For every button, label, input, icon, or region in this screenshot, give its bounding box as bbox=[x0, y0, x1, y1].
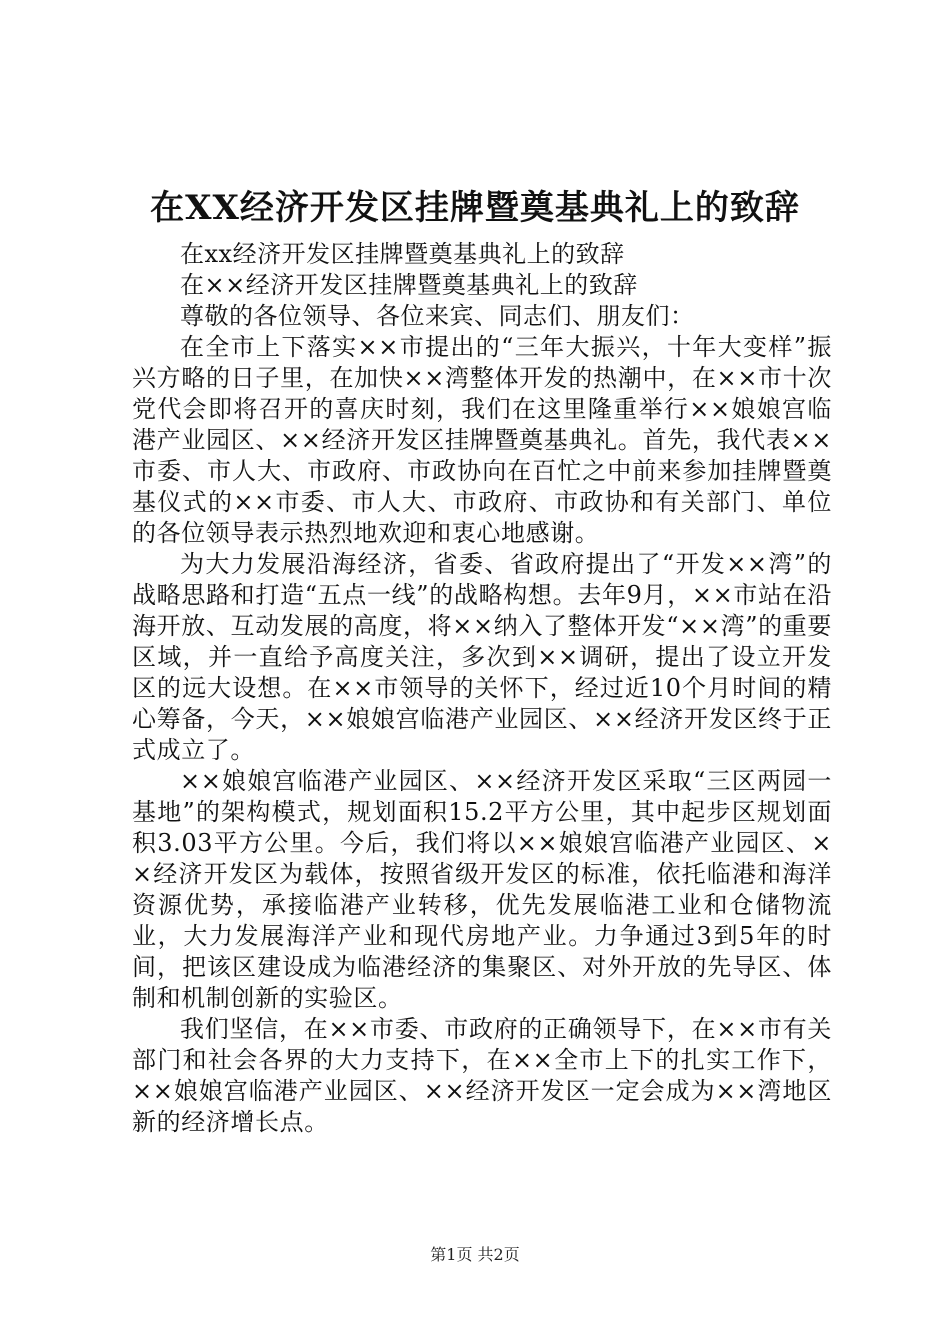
document-body bbox=[132, 239, 832, 1138]
body-paragraph: 为大力发展沿海经济，省委、省政府提出了“开发××湾”的战略思路和打造“五点一线”的战略构想。去年9月，××市站在沿海开放、互动发展的高度，将××纳入了整体开发“××湾”的重要区域，并一直给予高度关注，多次到××调研，提出了设立开发区的远大设想。在××市领导的关怀下，经过近10个月时间的精心筹备，今天，××娘娘宫临港产业园区、××经济开发区终于正式成立了。 bbox=[132, 550, 832, 764]
body-paragraph: ××娘娘宫临港产业园区、××经济开发区采取“三区两园一基地”的架构模式，规划面积15.2平方公里，其中起步区规划面积3.03平方公里。今后，我们将以××娘娘宫临港产业园区、××经济开发区为载体，按照省级开发区的标准，依托临港和海洋资源优势，承接临港产业转移，优先发展临港工业和仓储物流业，大力发展海洋产业和现代房地产业。力争通过3到5年的时间，把该区建设成为临港经济的集聚区、对外开放的先导区、体制和机制创新的实验区。 bbox=[132, 767, 832, 1012]
salutation: 尊敬的各位领导、各位来宾、同志们、朋友们： bbox=[180, 302, 695, 330]
body-paragraph: 我们坚信，在××市委、市政府的正确领导下，在××市有关部门和社会各界的大力支持下，在××全市上下的扎实工作下，××娘娘宫临港产业园区、××经济开发区一定会成为××湾地区新的经济增长点。 bbox=[132, 1015, 832, 1136]
document-title: 在XX经济开发区挂牌暨奠基典礼上的致辞 bbox=[150, 188, 800, 228]
subtitle-line-alt: 在××经济开发区挂牌暨奠基典礼上的致辞 bbox=[180, 271, 638, 299]
page-footer: 第1页 共2页 bbox=[430, 1245, 520, 1264]
subtitle-line: 在xx经济开发区挂牌暨奠基典礼上的致辞 bbox=[180, 240, 625, 268]
body-paragraph: 在全市上下落实××市提出的“三年大振兴，十年大变样”振兴方略的日子里，在加快××湾整体开发的热潮中，在××市十次党代会即将召开的喜庆时刻，我们在这里隆重举行××娘娘宫临港产业园区、××经济开发区挂牌暨奠基典礼。首先，我代表××市委、市人大、市政府、市政协向在百忙之中前来参加挂牌暨奠基仪式的××市委、市人大、市政府、市政协和有关部门、单位的各位领导表示热烈地欢迎和衷心地感谢。 bbox=[132, 333, 832, 547]
